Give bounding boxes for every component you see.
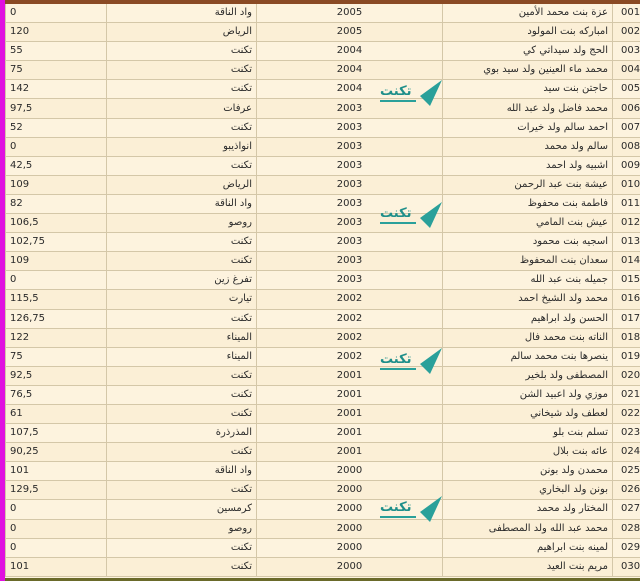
number-cell: 014 [613, 252, 640, 271]
name-cell: عزة بنت محمد الأمين [443, 4, 613, 23]
number-cell: 010 [613, 175, 640, 194]
table-row [6, 99, 640, 118]
table-row [6, 538, 640, 557]
score-cell: 101 [6, 462, 107, 481]
score-cell: 120 [6, 23, 107, 42]
name-cell: المصطفى ولد بلخير [443, 366, 613, 385]
year-cell: 2003 [257, 252, 443, 271]
table-row [6, 252, 640, 271]
score-cell: 42,5 [6, 156, 107, 175]
name-cell: محمد ماء العينين ولد سيد بوي [443, 61, 613, 80]
year-cell: 2000 [257, 462, 443, 481]
city-cell: تكنت [107, 385, 257, 404]
table-row [6, 309, 640, 328]
score-cell: 0 [6, 519, 107, 538]
city-cell: تكنت [107, 252, 257, 271]
watermark-text: تكنت [380, 500, 412, 515]
table-row [6, 462, 640, 481]
score-cell: 109 [6, 252, 107, 271]
city-cell: تيارت [107, 290, 257, 309]
number-cell: 028 [613, 519, 640, 538]
name-cell: لعطف ولد شيخاني [443, 404, 613, 423]
city-cell: روصو [107, 519, 257, 538]
city-cell: الرياض [107, 23, 257, 42]
name-cell: محمدن ولد بونن [443, 462, 613, 481]
score-cell: 109 [6, 175, 107, 194]
number-cell: 011 [613, 194, 640, 213]
year-cell: 2000 [257, 519, 443, 538]
number-cell: 026 [613, 481, 640, 500]
year-cell: 2003 [257, 175, 443, 194]
name-cell: عيش بنت المامي [443, 214, 613, 233]
number-cell: 017 [613, 309, 640, 328]
name-cell: عائه بنت بلال [443, 443, 613, 462]
name-cell: اسجيه بنت محمود [443, 233, 613, 252]
year-cell: 2000 [257, 500, 443, 519]
table-row [6, 23, 640, 42]
number-cell: 020 [613, 366, 640, 385]
score-cell: 0 [6, 271, 107, 290]
table-row [6, 347, 640, 366]
table-row [6, 366, 640, 385]
table-row [6, 404, 640, 423]
number-cell: 029 [613, 538, 640, 557]
score-cell: 0 [6, 500, 107, 519]
name-cell: المختار ولد محمد [443, 500, 613, 519]
city-cell: تكنت [107, 156, 257, 175]
name-cell: عيشة بنت عبد الرحمن [443, 175, 613, 194]
year-cell: 2004 [257, 80, 443, 99]
score-cell: 106,5 [6, 214, 107, 233]
table-row [6, 519, 640, 538]
name-cell: حاجتن بنت سيد [443, 80, 613, 99]
score-cell: 55 [6, 42, 107, 61]
watermark-text: تكنت [380, 206, 412, 221]
score-cell: 122 [6, 328, 107, 347]
table-row [6, 4, 640, 23]
city-cell: الميناء [107, 328, 257, 347]
year-cell: 2001 [257, 366, 443, 385]
score-cell: 0 [6, 4, 107, 23]
year-cell: 2001 [257, 385, 443, 404]
name-cell: بونن ولد البخاري [443, 481, 613, 500]
table-row [6, 500, 640, 519]
number-cell: 012 [613, 214, 640, 233]
number-cell: 024 [613, 443, 640, 462]
city-cell: واد الناقة [107, 194, 257, 213]
watermark-logo [380, 490, 444, 526]
year-cell: 2003 [257, 99, 443, 118]
table-row [6, 557, 640, 576]
score-cell: 115,5 [6, 290, 107, 309]
table-row [6, 385, 640, 404]
city-cell: تكنت [107, 309, 257, 328]
year-cell: 2003 [257, 233, 443, 252]
number-cell: 019 [613, 347, 640, 366]
city-cell: روصو [107, 214, 257, 233]
number-cell: 003 [613, 42, 640, 61]
table-row [6, 137, 640, 156]
name-cell: الحسن ولد ابراهيم [443, 309, 613, 328]
name-cell: الناته بنت محمد فال [443, 328, 613, 347]
table-row [6, 61, 640, 80]
name-cell: موزي ولد اعبيد الشن [443, 385, 613, 404]
year-cell: 2002 [257, 347, 443, 366]
year-cell: 2003 [257, 137, 443, 156]
city-cell: المذرذرة [107, 424, 257, 443]
watermark-text: تكنت [380, 84, 412, 99]
score-cell: 0 [6, 137, 107, 156]
city-cell: تكنت [107, 61, 257, 80]
table-row [6, 271, 640, 290]
name-cell: اشبيه ولد احمد [443, 156, 613, 175]
watermark-logo [380, 196, 444, 232]
number-cell: 016 [613, 290, 640, 309]
city-cell: الرياض [107, 175, 257, 194]
city-cell: واد الناقة [107, 4, 257, 23]
score-cell: 82 [6, 194, 107, 213]
number-cell: 027 [613, 500, 640, 519]
score-cell: 129,5 [6, 481, 107, 500]
watermark-text: تكنت [380, 352, 412, 367]
name-cell: تسلم بنت بلو [443, 424, 613, 443]
score-cell: 75 [6, 347, 107, 366]
number-cell: 015 [613, 271, 640, 290]
city-cell: كرمسين [107, 500, 257, 519]
city-cell: الميناء [107, 347, 257, 366]
table-row [6, 443, 640, 462]
city-cell: انواذيبو [107, 137, 257, 156]
number-cell: 007 [613, 118, 640, 137]
year-cell: 2005 [257, 4, 443, 23]
year-cell: 2002 [257, 328, 443, 347]
table-row [6, 214, 640, 233]
watermark-logo [380, 74, 444, 110]
table-row [6, 175, 640, 194]
name-cell: احمد سالم ولد خيرات [443, 118, 613, 137]
score-cell: 61 [6, 404, 107, 423]
score-cell: 76,5 [6, 385, 107, 404]
number-cell: 009 [613, 156, 640, 175]
table-row [6, 118, 640, 137]
number-cell: 030 [613, 557, 640, 576]
table-row [6, 481, 640, 500]
number-cell: 025 [613, 462, 640, 481]
year-cell: 2001 [257, 424, 443, 443]
year-cell: 2002 [257, 309, 443, 328]
name-cell: فاطمة بنت محفوظ [443, 194, 613, 213]
name-cell: جميله بنت عبد الله [443, 271, 613, 290]
year-cell: 2004 [257, 42, 443, 61]
name-cell: محمد عبد الله ولد المصطفى [443, 519, 613, 538]
city-cell: تكنت [107, 118, 257, 137]
number-cell: 021 [613, 385, 640, 404]
name-cell: مريم بنت العيد [443, 557, 613, 576]
table-row [6, 42, 640, 61]
table-row [6, 156, 640, 175]
number-cell: 004 [613, 61, 640, 80]
city-cell: عرفات [107, 99, 257, 118]
table-row [6, 290, 640, 309]
watermark-underline [380, 516, 416, 518]
score-cell: 102,75 [6, 233, 107, 252]
number-cell: 022 [613, 404, 640, 423]
table-row [6, 424, 640, 443]
year-cell: 2003 [257, 118, 443, 137]
number-cell: 001 [613, 4, 640, 23]
score-cell: 126,75 [6, 309, 107, 328]
year-cell: 2001 [257, 404, 443, 423]
number-cell: 013 [613, 233, 640, 252]
year-cell: 2001 [257, 443, 443, 462]
city-cell: تكنت [107, 481, 257, 500]
table-row [6, 233, 640, 252]
results-table [5, 4, 640, 577]
name-cell: محمد ولد الشيخ احمد [443, 290, 613, 309]
score-cell: 0 [6, 538, 107, 557]
name-cell: الحج ولد سيداتي كي [443, 42, 613, 61]
year-cell: 2003 [257, 194, 443, 213]
year-cell: 2000 [257, 481, 443, 500]
number-cell: 008 [613, 137, 640, 156]
name-cell: سعدان بنت المحفوظ [443, 252, 613, 271]
year-cell: 2003 [257, 156, 443, 175]
score-cell: 90,25 [6, 443, 107, 462]
watermark-underline [380, 368, 416, 370]
table-row [6, 80, 640, 99]
number-cell: 002 [613, 23, 640, 42]
year-cell: 2000 [257, 538, 443, 557]
city-cell: تكنت [107, 557, 257, 576]
city-cell: تكنت [107, 443, 257, 462]
score-cell: 92,5 [6, 366, 107, 385]
city-cell: تكنت [107, 538, 257, 557]
score-cell: 101 [6, 557, 107, 576]
score-cell: 107,5 [6, 424, 107, 443]
city-cell: تكنت [107, 366, 257, 385]
year-cell: 2003 [257, 214, 443, 233]
name-cell: محمد فاضل ولد عبد الله [443, 99, 613, 118]
year-cell: 2002 [257, 290, 443, 309]
city-cell: تكنت [107, 42, 257, 61]
watermark-underline [380, 100, 416, 102]
watermark-logo [380, 342, 444, 378]
table-row [6, 194, 640, 213]
city-cell: واد الناقة [107, 462, 257, 481]
score-cell: 52 [6, 118, 107, 137]
number-cell: 023 [613, 424, 640, 443]
name-cell: لمينه بنت ابراهيم [443, 538, 613, 557]
year-cell: 2000 [257, 557, 443, 576]
name-cell: ينصرها بنت محمد سالم [443, 347, 613, 366]
table-row [6, 328, 640, 347]
year-cell: 2005 [257, 23, 443, 42]
city-cell: تكنت [107, 233, 257, 252]
number-cell: 005 [613, 80, 640, 99]
city-cell: تكنت [107, 404, 257, 423]
number-cell: 006 [613, 99, 640, 118]
name-cell: امباركه بنت المولود [443, 23, 613, 42]
score-cell: 75 [6, 61, 107, 80]
year-cell: 2004 [257, 61, 443, 80]
name-cell: سالم ولد محمد [443, 137, 613, 156]
number-cell: 018 [613, 328, 640, 347]
score-cell: 142 [6, 80, 107, 99]
city-cell: تفرغ زين [107, 271, 257, 290]
score-cell: 97,5 [6, 99, 107, 118]
watermark-underline [380, 222, 416, 224]
city-cell: تكنت [107, 80, 257, 99]
year-cell: 2003 [257, 271, 443, 290]
